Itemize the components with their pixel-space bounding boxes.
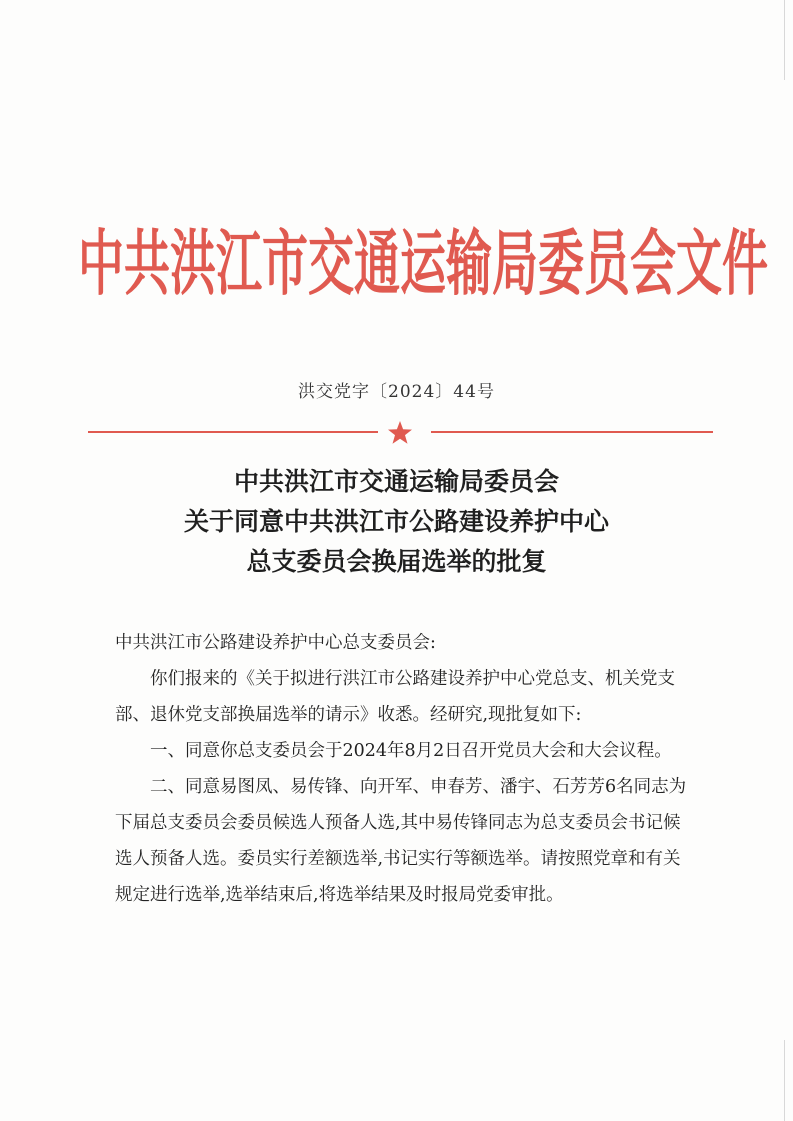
salutation: 中共洪江市公路建设养护中心总支委员会: [115,633,436,653]
title-line: 中共洪江市交通运输局委员会 [233,467,559,496]
body-paragraph: 一、同意你总支委员会于2024年8月2日召开党员大会和大会议程。 [150,741,672,761]
body-paragraph: 你们报来的《关于拟进行洪江市公路建设养护中心党总支、机关党支部、退休党支部换届选举的请示》收悉。经研究,现批复如下: [115,669,675,725]
scan-edge-mark [784,1040,785,1121]
masthead-title: 中共洪江市交通运输局委员会文件 [78,221,768,305]
title-line: 关于同意中共洪江市公路建设养护中心 [183,507,609,536]
scan-edge-mark [784,0,785,80]
body-paragraph: 二、同意易图凤、易传锋、向开军、申春芳、潘宇、石芳芳6名同志为下届总支委员会委员候选人预备人选,其中易传锋同志为总支委员会书记候选人预备人选。委员实行差额选举,书记实行等额选举。请按照党章和有关规定进行选举,选举结束后,将选举结果及时报局党委审批。 [115,777,687,905]
red-rule-right [431,431,713,433]
document-title [90,462,703,582]
title-line: 总支委员会换届选举的批复 [246,547,547,576]
document-number: 洪交党字〔2024〕44号 [298,382,495,402]
document-body [115,625,695,913]
star-icon [386,419,414,447]
red-rule-left [88,431,378,433]
